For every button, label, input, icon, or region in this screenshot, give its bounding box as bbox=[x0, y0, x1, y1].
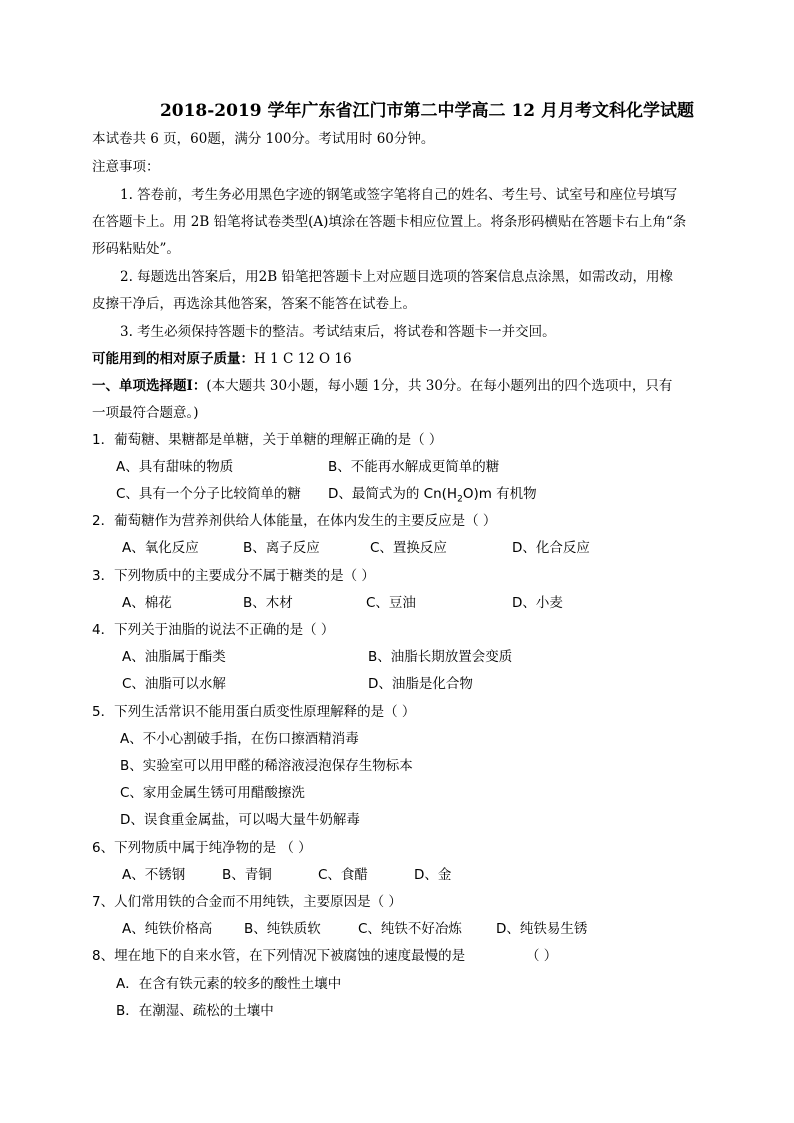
question-8-answer-paren: （ ） bbox=[526, 948, 558, 964]
section-label: 一、单项选择题Ⅰ： bbox=[92, 378, 207, 394]
question-1-option-a: A、具有甜味的物质 bbox=[116, 459, 234, 475]
question-8-option-a: A．在含有铁元素的较多的酸性土壤中 bbox=[116, 976, 342, 992]
question-7-stem: 7、人们常用铁的合金而不用纯铁，主要原因是（ ） bbox=[92, 894, 402, 910]
question-7-option-b: B、纯铁质软 bbox=[244, 921, 321, 937]
question-7-option-c: C、纯铁不好冶炼 bbox=[358, 921, 462, 937]
section-desc: (本大题共 30小题，每小题 1分，共 30分。在每小题列出的四个选项中，只有 bbox=[206, 378, 673, 394]
question-6-option-d: D、金 bbox=[414, 867, 452, 883]
section-heading bbox=[92, 376, 672, 396]
question-1-option-d: D、最简式为的 $Cn(H_2O)m$ 有机物 bbox=[328, 486, 537, 505]
notice-1a: 1. 答卷前，考生务必用黑色字迹的钢笔或签字笔将自己的姓名、考生号、试室号和座位号填写 bbox=[120, 187, 678, 203]
question-6-option-b: B、青铜 bbox=[222, 867, 272, 883]
question-6-option-c: C、食醋 bbox=[318, 867, 368, 883]
question-5-option-d: D、误食重金属盐，可以喝大量牛奶解毒 bbox=[120, 812, 360, 828]
question-6-option-a: A、不锈钢 bbox=[122, 867, 186, 883]
question-1-option-b: B、不能再水解成更简单的糖 bbox=[328, 459, 500, 475]
question-5-option-c: C、家用金属生锈可用醋酸擦洗 bbox=[120, 785, 305, 801]
question-2-stem: 2．葡萄糖作为营养剂供给人体能量，在体内发生的主要反应是（ ） bbox=[92, 513, 497, 529]
question-5-option-a: A、不小心割破手指，在伤口擦酒精消毒 bbox=[120, 731, 359, 747]
notice-heading: 注意事项： bbox=[92, 159, 160, 175]
question-5-stem: 5．下列生活常识不能用蛋白质变性原理解释的是（ ） bbox=[92, 704, 416, 720]
question-8-option-b: B．在潮湿、疏松的土壤中 bbox=[116, 1003, 274, 1019]
question-3-option-d: D、小麦 bbox=[512, 595, 563, 611]
question-1-option-c: C、具有一个分子比较简单的糖 bbox=[116, 486, 301, 502]
question-5-option-b: B、实验室可以用甲醛的稀溶液浸泡保存生物标本 bbox=[120, 758, 413, 774]
question-6-stem: 6、下列物质中属于纯净物的是 （ ） bbox=[92, 840, 312, 856]
question-4-option-d: D、油脂是化合物 bbox=[368, 676, 473, 692]
question-4-option-a: A、油脂属于酯类 bbox=[122, 649, 226, 665]
notice-1c: 形码粘贴处”。 bbox=[92, 241, 180, 257]
question-4-stem: 4．下列关于油脂的说法不正确的是（ ） bbox=[92, 622, 335, 638]
exam-title: 2018-2019 学年广东省江门市第二中学高二 12 月月考文科化学试题 bbox=[159, 101, 695, 121]
question-2-option-a: A、氧化反应 bbox=[122, 540, 199, 556]
intro-line: 本试卷共 6 页，60题，满分 100分。考试用时 60分钟。 bbox=[92, 131, 435, 147]
notice-2b: 皮擦干净后，再选涂其他答案，答案不能答在试卷上。 bbox=[92, 296, 416, 312]
question-7-option-a: A、纯铁价格高 bbox=[122, 921, 213, 937]
question-2-option-b: B、离子反应 bbox=[243, 540, 320, 556]
atomic-mass-values: H 1 C 12 O 16 bbox=[254, 351, 352, 367]
question-3-option-a: A、棉花 bbox=[122, 595, 172, 611]
question-3-option-b: B、木材 bbox=[243, 595, 293, 611]
atomic-mass-line bbox=[92, 349, 352, 369]
question-3-stem: 3．下列物质中的主要成分不属于糖类的是（ ） bbox=[92, 568, 375, 584]
question-7-option-d: D、纯铁易生锈 bbox=[496, 921, 588, 937]
notice-3: 3. 考生必须保持答题卡的整洁。考试结束后，将试卷和答题卡一并交回。 bbox=[120, 324, 556, 340]
question-3-option-c: C、豆油 bbox=[366, 595, 416, 611]
question-1-stem: 1．葡萄糖、果糖都是单糖，关于单糖的理解正确的是（ ） bbox=[92, 432, 443, 448]
question-4-option-c: C、油脂可以水解 bbox=[122, 676, 226, 692]
question-4-option-b: B、油脂长期放置会变质 bbox=[368, 649, 513, 665]
section-desc-cont: 一项最符合题意。) bbox=[92, 405, 199, 421]
question-2-option-c: C、置换反应 bbox=[370, 540, 447, 556]
question-2-option-d: D、化合反应 bbox=[512, 540, 590, 556]
notice-2a: 2. 每题选出答案后，用2B 铅笔把答题卡上对应题目选项的答案信息点涂黑，如需改动，用橡 bbox=[120, 269, 673, 285]
notice-1b: 在答题卡上。用 2B 铅笔将试卷类型(A)填涂在答题卡相应位置上。将条形码横贴在答题卡右上角“条 bbox=[92, 214, 687, 230]
atomic-mass-label: 可能用到的相对原子质量： bbox=[92, 351, 254, 367]
question-8-stem: 8、埋在地下的自来水管，在下列情况下被腐蚀的速度最慢的是 bbox=[92, 948, 466, 964]
